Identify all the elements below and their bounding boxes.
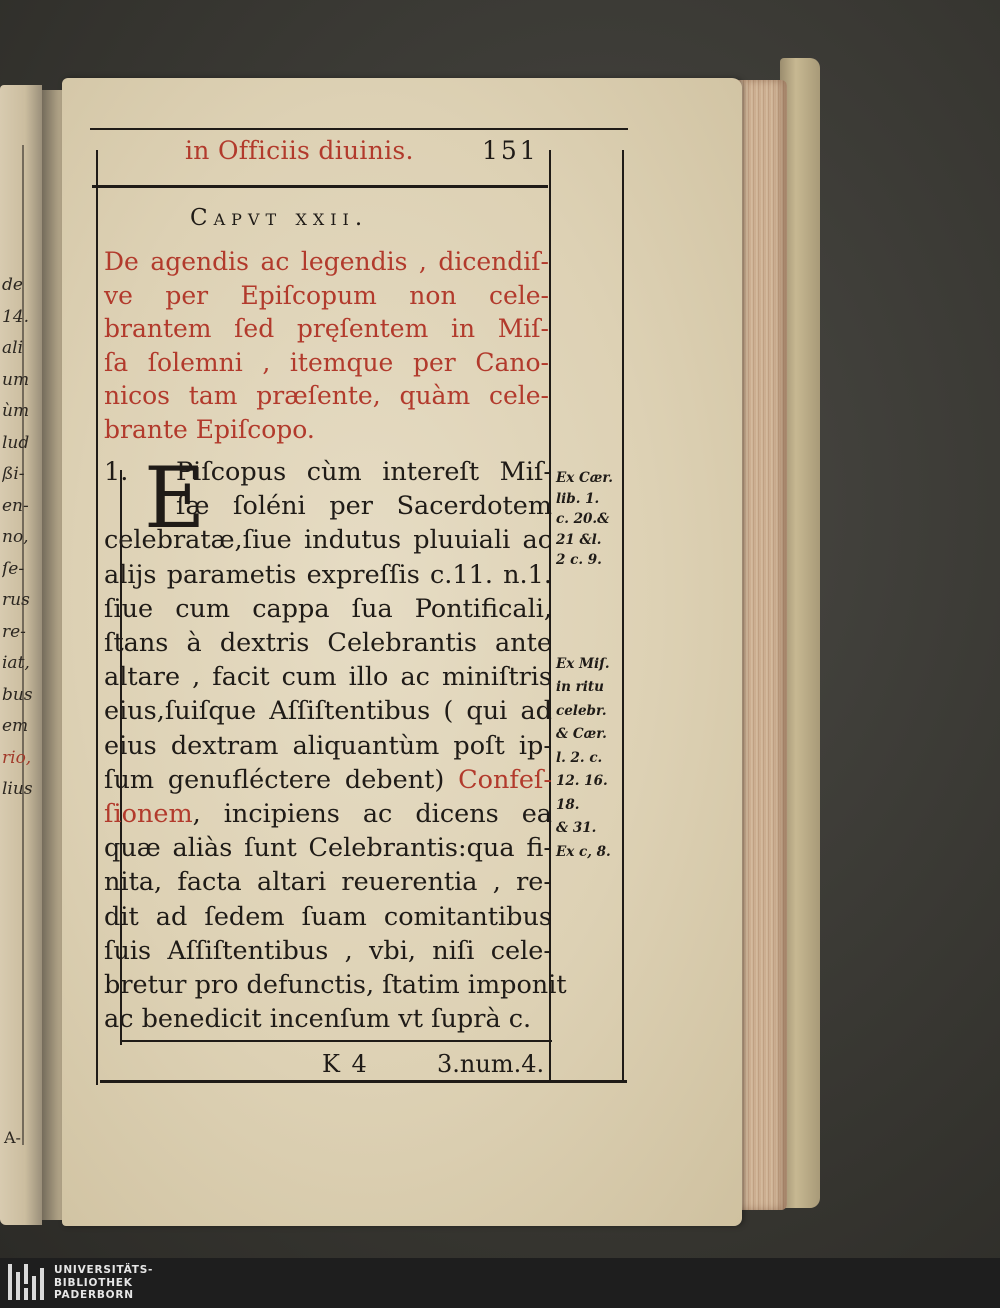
body-line bbox=[104, 968, 567, 1002]
body-line bbox=[104, 558, 552, 592]
body-line-text: ſuis Aſſiſtentibus , vbi, niſi cele- bbox=[104, 935, 552, 966]
left-page-fragment: no, bbox=[2, 527, 29, 547]
margin-note: & Cær. bbox=[556, 726, 607, 742]
left-page-fragment: em bbox=[2, 716, 29, 736]
margin-note bbox=[556, 612, 636, 633]
library-logo-icon bbox=[8, 1264, 48, 1302]
body-line-text: Piſcopus cùm intereſt Miſ- bbox=[176, 457, 552, 487]
bottom-rule bbox=[100, 1080, 627, 1083]
rubric-line: brantem ſed pręſentem in Miſ- bbox=[104, 314, 549, 344]
body-line bbox=[104, 523, 552, 557]
left-page-fragment: rio, bbox=[2, 747, 32, 768]
body-line bbox=[104, 592, 552, 626]
chapter-rubric bbox=[104, 245, 549, 447]
library-line-3: PADERBORN bbox=[54, 1289, 134, 1301]
rubricated-word: ſionem bbox=[104, 799, 193, 830]
margin-note: Ex Miſ. bbox=[556, 655, 610, 672]
foot-rule bbox=[122, 1040, 552, 1042]
left-page-signature: A- bbox=[4, 1128, 21, 1147]
body-line-text: ſiue cum cappa ſua Pontificali, bbox=[104, 593, 552, 624]
body-line bbox=[104, 455, 552, 489]
body-line-text: altare , facit cum illo ac miniſtris bbox=[104, 662, 552, 693]
body-text bbox=[104, 449, 567, 1036]
margin-note: 2 c. 9. bbox=[556, 552, 602, 568]
body-line bbox=[104, 660, 552, 694]
library-line-2: BIBLIOTHEK bbox=[54, 1276, 133, 1289]
body-line bbox=[104, 865, 552, 899]
page-edges bbox=[735, 80, 787, 1210]
margin-note: in ritu bbox=[556, 679, 604, 695]
body-line-text: alijs parametis expreſſis c.11. n.1. bbox=[104, 559, 552, 590]
body-line-text: celebratæ,ſiue indutus pluuiali ac bbox=[104, 525, 552, 556]
body-line-text: nita, facta altari reuerentia , re- bbox=[104, 867, 552, 898]
body-line-text: ſæ ſoléni per Sacerdotem bbox=[176, 491, 552, 522]
body-line-text: dit ad ſedem ſuam comitantibus bbox=[104, 901, 552, 932]
left-page-fragment: um bbox=[2, 369, 30, 390]
signature-mark: K 4 bbox=[322, 1050, 369, 1078]
running-head: in Officiis diuinis. bbox=[185, 136, 414, 165]
library-name bbox=[54, 1264, 153, 1302]
rubric-line: ſa ſolemni , itemque per Cano- bbox=[104, 347, 549, 377]
left-page-fragment: ſe- bbox=[2, 558, 25, 579]
left-page-fragment: ùm bbox=[2, 401, 30, 421]
body-line-text: quæ aliàs ſunt Celebrantis:qua fi- bbox=[104, 833, 552, 864]
rubric-line: brante Epiſcopo. bbox=[104, 414, 315, 444]
top-rule bbox=[90, 128, 628, 130]
body-line bbox=[104, 797, 552, 831]
rubric-line: nicos tam præſente, quàm cele- bbox=[104, 381, 549, 411]
margin-note: 12. 16. bbox=[556, 773, 608, 789]
left-page-fragment: iat, bbox=[2, 653, 30, 673]
paragraph-number: 1. bbox=[104, 457, 129, 487]
rubric-line: De agendis ac legendis , dicendiſ- bbox=[104, 247, 549, 276]
body-line-text: , incipiens ac dicens ea bbox=[192, 799, 552, 830]
margin-note: l. 2. c. bbox=[556, 749, 603, 766]
left-page-fragments bbox=[2, 270, 38, 806]
head-rule bbox=[92, 185, 548, 188]
rubricated-word: Confeſ- bbox=[444, 764, 552, 795]
margin-notes bbox=[556, 468, 636, 864]
margin-note: 21 &l. bbox=[556, 531, 602, 548]
page-number: 151 bbox=[482, 136, 539, 165]
body-line-text: ac benedicit incenſum vt ſuprà c. bbox=[104, 1004, 532, 1035]
catchword: 3.num.4. bbox=[437, 1050, 545, 1078]
margin-note: & 31. bbox=[556, 820, 597, 836]
body-line-text: eius,ſuiſque Aſſiſtentibus ( qui ad bbox=[104, 696, 552, 727]
body-line-text: eius dextram aliquantùm poſt ip- bbox=[104, 730, 552, 761]
left-page-fragment: lius bbox=[2, 779, 33, 799]
margin-note: Ex c, 8. bbox=[556, 843, 611, 860]
left-page-fragment: de bbox=[2, 275, 23, 295]
left-page bbox=[0, 85, 42, 1225]
body-line-text: ſum genufléctere debent) bbox=[104, 764, 445, 795]
left-page-fragment: 14. bbox=[2, 306, 30, 327]
body-line bbox=[104, 729, 552, 763]
margin-note bbox=[556, 591, 636, 612]
left-page-fragment: re- bbox=[2, 621, 26, 642]
margin-note bbox=[556, 632, 636, 653]
rubric-line: ve per Epiſcopum non cele- bbox=[104, 280, 549, 310]
body-line bbox=[104, 763, 552, 797]
body-line bbox=[104, 934, 552, 968]
body-line bbox=[104, 626, 552, 660]
footer-bar bbox=[0, 1258, 1000, 1308]
body-line bbox=[104, 900, 552, 934]
library-line-1: UNIVERSITÄTS- bbox=[54, 1264, 154, 1276]
body-line bbox=[104, 1002, 552, 1036]
body-line-text: ſtans à dextris Celebrantis ante bbox=[104, 628, 552, 659]
margin-note: Ex Cær. bbox=[556, 470, 613, 486]
margin-note: 18. bbox=[556, 796, 580, 813]
margin-note bbox=[556, 571, 636, 592]
margin-note: lib. 1. bbox=[556, 490, 600, 507]
body-line bbox=[104, 694, 552, 728]
left-page-fragment: ßi- bbox=[2, 464, 25, 484]
left-page-fragment: bus bbox=[2, 684, 33, 705]
left-page-fragment: rus bbox=[2, 590, 30, 610]
margin-note: celebr. bbox=[556, 702, 607, 719]
left-page-fragment: en- bbox=[2, 495, 29, 516]
frame-left bbox=[96, 150, 98, 1085]
body-line bbox=[104, 489, 552, 523]
body-line bbox=[104, 831, 552, 865]
drop-cap: E bbox=[144, 449, 206, 547]
body-line-text: bretur pro defunctis, ſtatim imponit bbox=[104, 970, 567, 1001]
left-page-fragment: ali bbox=[2, 338, 24, 358]
chapter-heading: Capvt xxii. bbox=[190, 205, 369, 231]
margin-note: c. 20.& bbox=[556, 511, 610, 527]
left-page-fragment: lud bbox=[2, 432, 30, 453]
